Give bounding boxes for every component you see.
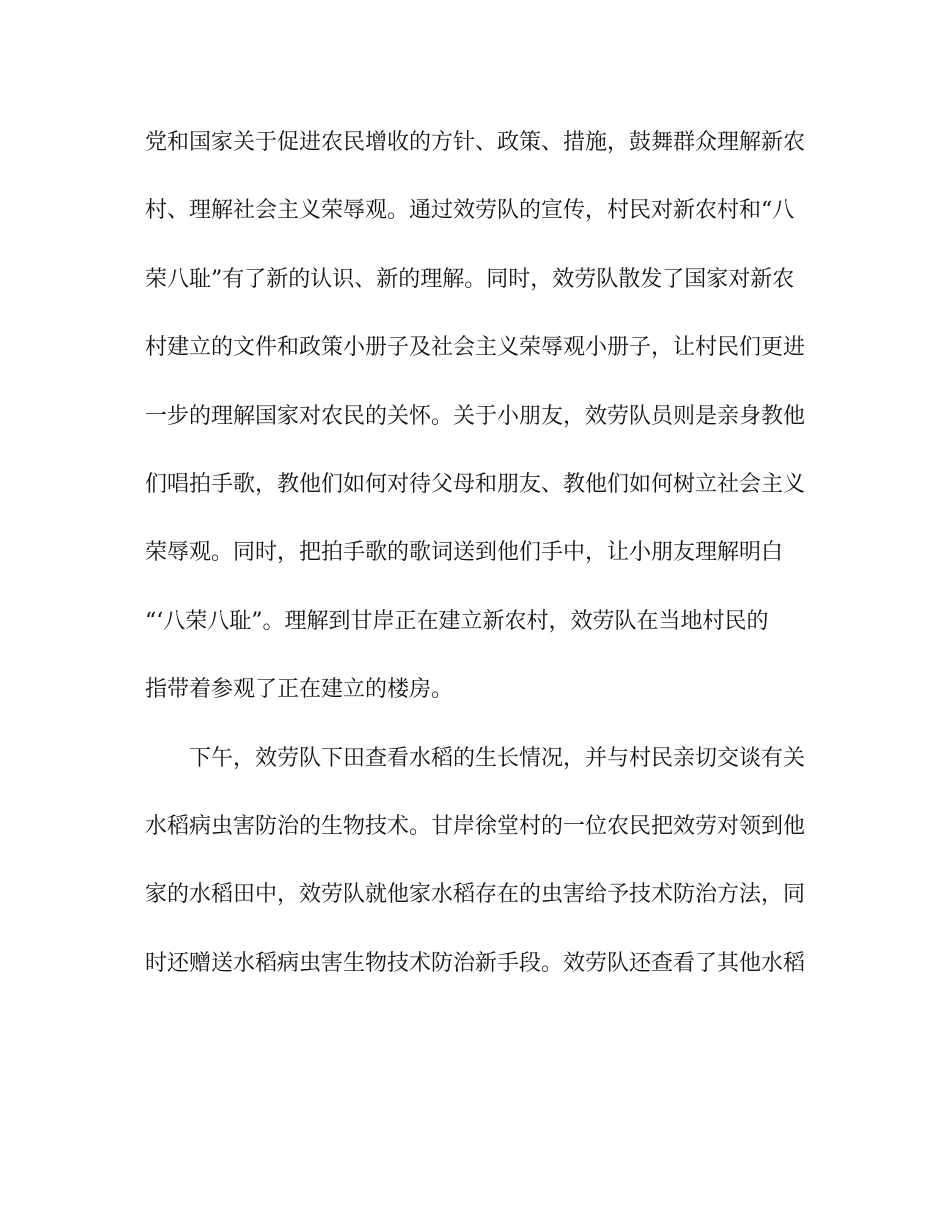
- text-line: “‘八荣八耻”。理解到甘岸正在建立新农村，效劳队在当地村民的: [145, 608, 769, 634]
- text-line: 党和国家关于促进农民增收的方针、政策、措施，鼓舞群众理解新农: [145, 130, 806, 155]
- text-line: 村、理解社会主义荣辱观。通过效劳队的宣传，村民对新农村和“八: [145, 198, 795, 224]
- text-line: 村建立的文件和政策小册子及社会主义荣辱观小册子，让村民们更进: [145, 335, 806, 361]
- text-line: 指带着参观了正在建立的楼房。: [145, 677, 454, 703]
- text-line: 荣八耻”有了新的认识、新的理解。同时，效劳队散发了国家对新农: [145, 266, 795, 292]
- text-line: 时还赠送水稻病虫害生物技术防治新手段。效劳队还查看了其他水稻: [145, 950, 806, 976]
- text-line: 家的水稻田中，效劳队就他家水稻存在的虫害给予技术防治方法，同: [145, 882, 806, 908]
- text-line: 荣辱观。同时，把拍手歌的歌词送到他们手中，让小朋友理解明白: [145, 540, 784, 566]
- text-line-paragraph-start: 下午，效劳队下田查看水稻的生长情况，并与村民亲切交谈有关: [189, 745, 806, 771]
- body-text: [145, 118, 810, 1007]
- text-line: 们唱拍手歌，教他们如何对待父母和朋友、教他们如何树立社会主义: [145, 471, 806, 497]
- text-line: 水稻病虫害防治的生物技术。甘岸徐堂村的一位农民把效劳对领到他: [145, 813, 806, 839]
- text-line: 一步的理解国家对农民的关怀。关于小朋友，效劳队员则是亲身教他: [145, 403, 806, 429]
